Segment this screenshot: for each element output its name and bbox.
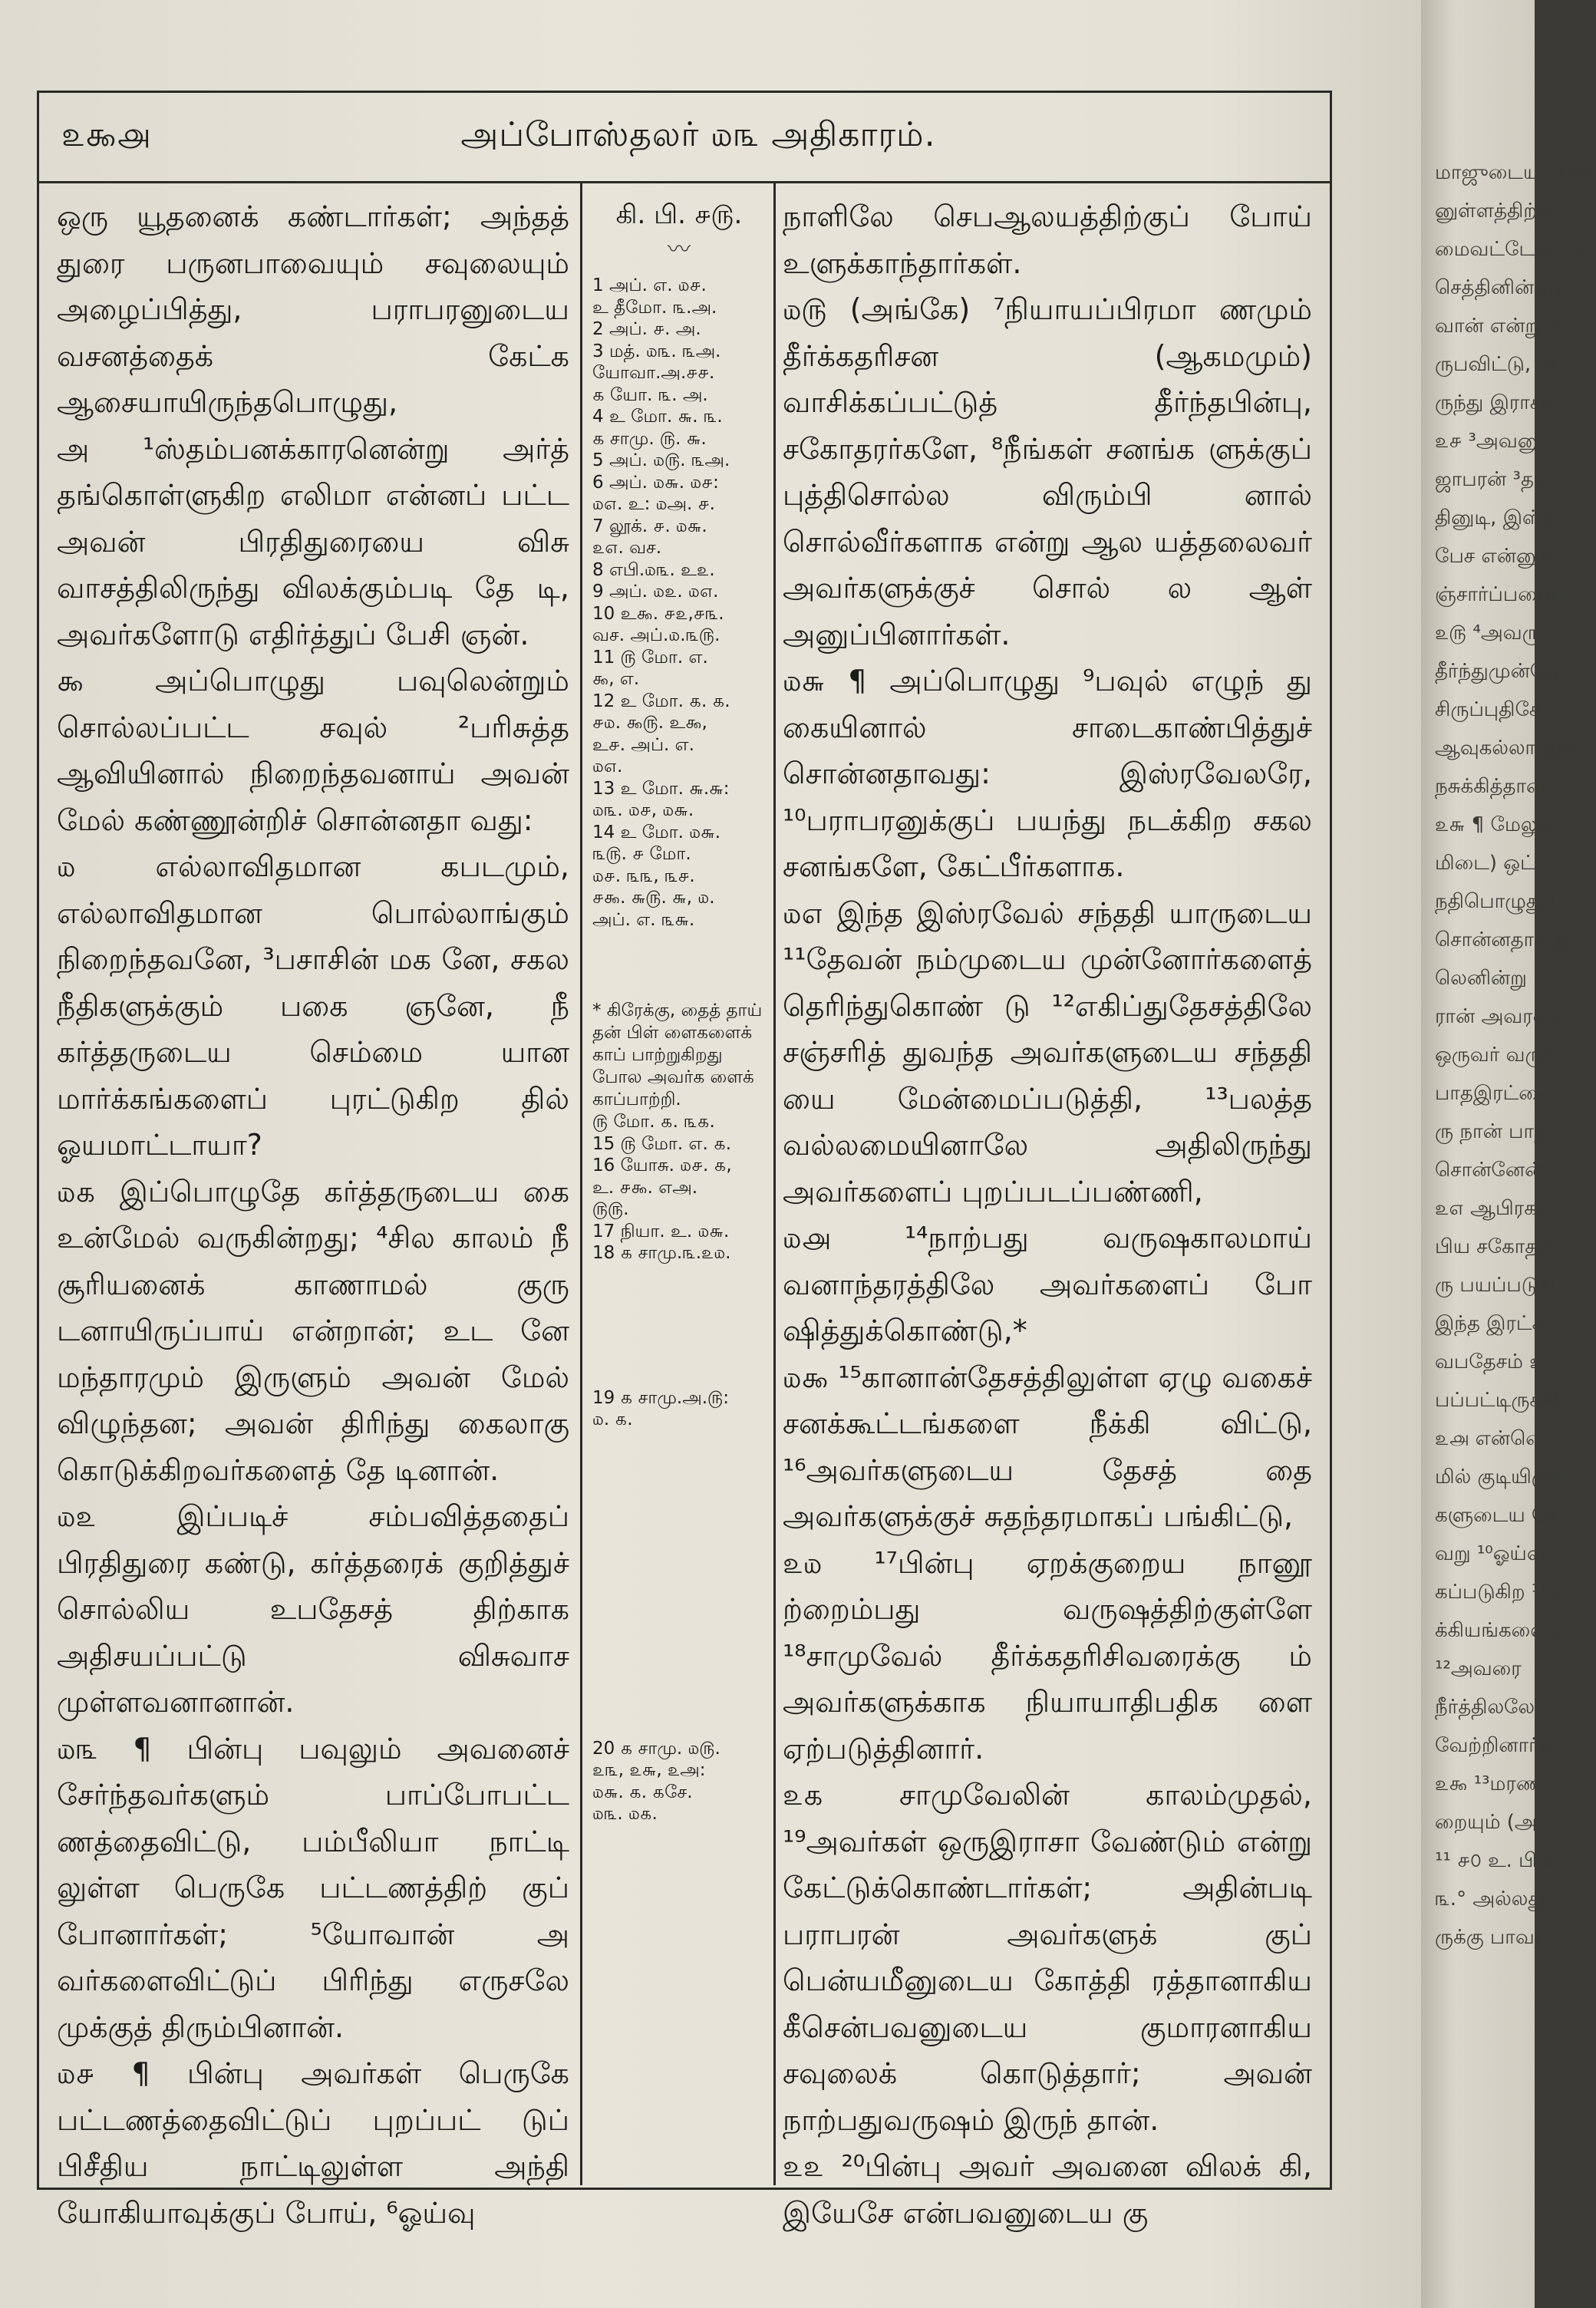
edge-line: ௨௫ ⁴அவரு [1435, 622, 1541, 645]
cross-reference: ௩௫. ௪ மோ. [592, 844, 691, 864]
cross-reference: உ௪. அப். எ. [592, 734, 694, 755]
cross-reference: ௰௩. ௰௧. [592, 1804, 658, 1824]
verse-paragraph: ௰௨ இப்படிச் சம்பவித்ததைப் பிரதிதுரை கண்டு, கர்த்தரைக் குறித்துச் சொல்லிய உபதேசத் திற்காக அதிசயப்பட்டு விசுவாச முள்ளவனானான். [57, 1499, 569, 1719]
right-text-column [783, 193, 1312, 2236]
cross-reference: 1 அப். எ. ௰௪. [592, 275, 707, 295]
cross-reference: 6 அப். ௰௬. ௰௪: [592, 472, 719, 493]
reference-list [592, 1111, 766, 1264]
edge-line: தினுடி, இஸ்ர [1435, 506, 1555, 529]
cross-reference: உ. ௪௯. எஅ. [592, 1177, 698, 1198]
cross-reference: 7 லூக். ௪. ௰௬. [592, 516, 707, 536]
cross-reference: ௰௭. [592, 757, 623, 776]
edge-line: ௨௮ என்னெ [1435, 1427, 1545, 1450]
cross-reference: 2 அப். ௪. அ. [592, 319, 701, 339]
page-number: ௨௯௮ [61, 115, 150, 154]
edge-line: ருபவிட்டு, ²௧ [1435, 353, 1559, 376]
year-heading: கி. பி. ௪௫. [615, 199, 743, 230]
edge-line: ஆவுகல்லா இல [1435, 737, 1578, 760]
cross-reference: ௨௭. வச. [592, 538, 662, 558]
column-rule-left [580, 183, 582, 2185]
cross-reference: 15 ௫ மோ. எ. ௧. [592, 1133, 732, 1154]
verse-paragraph: ௨௨ ²⁰பின்பு அவர் அவனை விலக் கி, இயேசே என்பவனுடைய கு [783, 2149, 1312, 2230]
edge-line: சிருப்புதிகேற் [1435, 698, 1556, 721]
cross-reference: ௰௬. ௧. ௧சே. [592, 1782, 693, 1802]
cross-reference: ௰௪. ௩௩, ௩௪. [592, 866, 695, 886]
verse-paragraph: நாளிலே செபஆலயத்திற்குப் போய் உளுக்காந்தார்கள். [783, 199, 1312, 280]
edge-line: ருக்கு பாவா [1435, 1926, 1545, 1949]
edge-line: நசுக்கித்தான். [1435, 775, 1552, 798]
cross-reference: யோவா.அ.௪௪. [592, 363, 715, 383]
verse-paragraph: ௯ அப்பொழுது பவுலென்றும் சொல்லப்பட்ட சவுல் ²பரிசுத்த ஆவியினால் நிறைந்தவனாய் அவன் மேல் கண்ணூன்றிச் சொன்னதா வது: [57, 664, 569, 837]
reference-list [592, 275, 766, 931]
verse-paragraph: ௰௯ ¹⁵கானான்தேசத்திலுள்ள ஏழு வகைச் சனக்கூட்டங்களை நீக்கி விட்டு, ¹⁶அவர்களுடைய தேசத் தை அவர்களுக்குச் சுதந்தரமாகப் பங்கிட்டு, [783, 1360, 1312, 1533]
edge-line: ¹²அவரை [1435, 1657, 1522, 1680]
edge-line: ருந்து இராசா [1435, 391, 1551, 414]
cross-reference: அப். எ. ௩௬. [592, 909, 695, 930]
cross-reference: ௫௫. [592, 1199, 629, 1219]
edge-line: நீர்த்திலலே [1435, 1696, 1535, 1719]
edge-line: ஞ்சார்ப்பனை [1435, 583, 1557, 606]
edge-line: மைவட்டேன், அ [1435, 238, 1589, 261]
reference-list [592, 1738, 766, 1825]
edge-line: வபதேசம் உ [1435, 1350, 1548, 1373]
cross-reference: 10 உ௯. ௪௨,௪௩. [592, 603, 724, 624]
reference-list [592, 1387, 766, 1431]
edge-line: வான் என்று ச [1435, 315, 1559, 338]
edge-line: ஒருவர் வருகி [1435, 1044, 1560, 1067]
edge-line: சொன்னேன். [1435, 1159, 1551, 1182]
cross-reference: ௰. ௧. [592, 1410, 633, 1429]
left-text-column [57, 193, 569, 2236]
cross-reference: 5 அப். ௰௫. ௩அ. [592, 450, 730, 470]
column-rule-right [773, 183, 776, 2185]
cross-reference: 17 நியா. உ. ௰௬. [592, 1221, 730, 1241]
verse-paragraph: ௰௭ இந்த இஸ்ரவேல் சந்ததி யாருடைய ¹¹தேவன் நம்முடைய முன்னோர்களைத் தெரிந்துகொண் டு ¹²எகிப்துதேசத்திலே சஞ்சரித் துவந்த அவர்களுடைய சந்ததி யை மேன்மைப்படுத்தி, ¹³பலத்த வல்லமையினாலே அதிலிருந்து அவர்களைப் புறப்படப்பண்ணி, [783, 895, 1312, 1208]
cross-reference: 12 உ மோ. ௧. ௧. [592, 691, 730, 711]
cross-reference: ௯, எ. [592, 669, 640, 689]
edge-line: செத்தினின்படி [1435, 276, 1565, 299]
verse-paragraph: ௨௰ ¹⁷பின்பு ஏறக்குறைய நானூ ற்றைம்பது வருஷத்திற்குள்ளே ¹⁸சாமுவேல் தீர்க்கதரிசிவரைக்கு ம் அவர்களுக்காக நியாயாதிபதிக ளை ஏற்படுத்தினார். [783, 1545, 1312, 1766]
verse-paragraph: ௰௫ (அங்கே) ⁷நியாயப்பிரமா ணமும் தீர்க்கதரிசன (ஆகமமும்) வாசிக்கப்பட்டுத் தீர்ந்தபின்பு, சகோதரர்களே, ⁸நீங்கள் சனங்க ளுக்குப் புத்திசொல்ல விரும்பி னால் சொல்வீர்களாக என்று ஆல யத்தலைவர் அவர்களுக்குச் சொல் ல ஆள் அனுப்பினார்கள். [783, 292, 1312, 651]
edge-line: சொன்னதாவது [1435, 928, 1571, 951]
edge-line: கப்படுகிற ¹¹த [1435, 1581, 1561, 1604]
edge-line: களுடைய தே [1435, 1504, 1559, 1527]
cross-reference: ௪௯. ௬௫. ௬, ௰. [592, 888, 715, 908]
adjacent-page-edge [1421, 0, 1596, 2308]
edge-line: வறு ¹⁰ஓய்வு [1435, 1542, 1546, 1565]
cross-reference: ௧ சாமு. ௫. ௬. [592, 428, 707, 449]
cross-reference: ௪௰. ௯௫. உ௯, [592, 713, 707, 733]
edge-line: மிடை) ஒட்ட [1435, 852, 1552, 875]
edge-line: ௨௪ ³அவனு [1435, 430, 1541, 453]
edge-line: மாஜுடைய ¹தாள் [1435, 161, 1596, 184]
cross-reference: ௧ யோ. ௩. அ. [592, 384, 708, 405]
cross-reference: 14 உ மோ. ௰௬. [592, 822, 721, 842]
edge-line: பாதஇரட்சை [1435, 1082, 1549, 1105]
verse-paragraph: ௰௮ ¹⁴நாற்பது வருஷகாலமாய் வனாந்தரத்திலே அவர்களைப் போ ஷித்துக்கொண்டு,* [783, 1221, 1312, 1347]
verse-paragraph: அ ¹ஸ்தம்பனக்காரனென்று அர்த் தங்கொள்ளுகிற எலிமா என்னப் பட்ட அவன் பிரதிதுரையை விசு வாசத்திலிருந்து விலக்கும்படி தே டி, அவர்களோடு எதிர்த்துப் பேசி ஞன். [57, 431, 569, 651]
cross-reference: ௫ மோ. ௧. ௩௧. [592, 1112, 715, 1132]
marginal-note: * கிரேக்கு, தைத் தாய் தன் பிள் ளைகளைக் காப் பாற்றுகிறது போல அவர்க ளைக் காப்பாற்றி. [592, 1001, 763, 1109]
edge-line: னுள்ளத்திற்கு [1435, 199, 1555, 223]
edge-line: ¹¹ ௪௦ உ. பி.௧. [1435, 1849, 1564, 1872]
edge-line: ௩.° அல்லது [1435, 1888, 1545, 1911]
edge-line: ௨௬ ¶ மேலும் [1435, 813, 1558, 836]
edge-line: பேச என்னுடை [1435, 545, 1575, 568]
edge-line: ரு நான் பாத் [1435, 1120, 1547, 1143]
verse-paragraph: ஒரு யூதனைக் கண்டார்கள்; அந்தத் துரை பருனபாவையும் சவுலையும் அழைப்பித்து, பராபரனுடைய வசனத்தைக் கேட்க ஆசையாயிருந்தபொழுது, [57, 199, 569, 419]
edge-line: பிய சகோதரர் [1435, 1235, 1559, 1258]
edge-line: பப்பட்டிருக்கி [1435, 1389, 1559, 1412]
cross-reference: உ தீமோ. ௩.அ. [592, 297, 717, 318]
cross-reference: 9 அப். ௰௨. ௰௭. [592, 582, 719, 602]
edge-line: ௨௯ ¹³மரண [1435, 1772, 1542, 1795]
cross-reference: ௰௩. ௰௪, ௰௬. [592, 800, 694, 820]
edge-line: தீர்ந்துமுன்னே [1435, 660, 1564, 683]
flourish-ornament: 〰 [668, 236, 691, 263]
verse-paragraph: ௰௬ ¶ அப்பொழுது ⁹பவுல் எழுந் து கையினால் சாடைகாண்பித்துச் சொன்னதாவது: இஸ்ரவேலரே, ¹⁰பராபரனுக்குப் பயந்து நடக்கிற சகல சனங்களே, கேட்பீர்களாக. [783, 664, 1312, 883]
cross-reference: 11 ௫ மோ. எ. [592, 647, 708, 668]
cross-reference-column [592, 193, 766, 1825]
edge-line: ரு பயப்படுகி [1435, 1274, 1556, 1297]
verse-paragraph: ௨௧ சாமுவேலின் காலம்முதல், ¹⁹அவர்கள் ஒருஇராசா வேண்டும் என்று கேட்டுக்கொண்டார்கள்; அதின்படி பராபரன் அவர்களுக் குப் பென்யமீனுடைய கோத்தி ரத்தானாகிய கீசென்பவனுடைய குமாரனாகிய சவுலைக் கொடுத்தார்; அவன் நாற்பதுவருஷம் இருந் தான். [783, 1778, 1312, 2137]
edge-line: ௨௭ ஆபிரகா [1435, 1197, 1548, 1220]
cross-reference: வச. அப்.௰.௩௫. [592, 625, 721, 645]
edge-line: க்கியங்களையா [1435, 1619, 1576, 1642]
adjacent-page-text [1421, 0, 1596, 1957]
cross-reference: 20 ௧ சாமு. ௰௫. [592, 1738, 721, 1759]
edge-line: வேற்றினார்க [1435, 1734, 1552, 1757]
edge-line: ஜாபரன் ³தம [1435, 468, 1550, 491]
edge-line: நதிபொழுது ( [1435, 890, 1558, 913]
edge-line: ரான் அவரல்ல [1435, 1005, 1566, 1028]
cross-reference: 3 மத். ௰௩. ௩அ. [592, 341, 721, 361]
verse-paragraph: ௰௪ ¶ பின்பு அவர்கள் பெருகே பட்டணத்தைவிட்டுப் புறப்பட் டுப் பிசீதிய நாட்டிலுள்ள அந்தி யோகியாவுக்குப் போய், ⁶ஓய்வு [57, 2056, 569, 2230]
edge-line: லெனின்று [1435, 967, 1527, 990]
header-rule [37, 181, 1332, 183]
edge-line: மில் குடியிருக் [1435, 1466, 1563, 1489]
edge-line: றையும் (அ [1435, 1811, 1537, 1834]
cross-reference: 19 ௧ சாமு.அ.௫: [592, 1387, 729, 1408]
verse-paragraph: ௰௩ ¶ பின்பு பவுலும் அவனைச் சேர்ந்தவர்களும் பாப்போபட்ட ணத்தைவிட்டு, பம்பீலியா நாட்டி லுள்ள பெருகே பட்டணத்திற் குப் போனார்கள்; ⁵யோவான் அ வர்களைவிட்டுப் பிரிந்து எருசலே முக்குத் திரும்பினான். [57, 1731, 569, 2044]
cross-reference: ௨௩, ௨௬, ௨அ: [592, 1760, 706, 1780]
cross-reference: 4 உ மோ. ௬. ௩. [592, 407, 723, 427]
cross-reference: 13 உ மோ. ௬.௬: [592, 778, 730, 799]
cross-reference: 16 யோசு. ௰௪. ௧, [592, 1156, 732, 1175]
verse-paragraph: ௰ எல்லாவிதமான கபடமும், எல்லாவிதமான பொல்லாங்கும் நிறைந்தவனே, ³பசாசின் மக னே, சகல நீதிகளுக்கும் பகை ஞனே, நீ கர்த்தருடைய செம்மை யான மார்க்கங்களைப் புரட்டுகிற தில் ஓயமாட்டாயா? [57, 849, 569, 1162]
verse-paragraph: ௰௧ இப்பொழுதே கர்த்தருடைய கை உன்மேல் வருகின்றது; ⁴சில காலம் நீ சூரியனைக் காணாமல் குரு டனாயிருப்பாய் என்றான்; உட னே மந்தாரமும் இருளும் அவன் மேல் விழுந்தன; அவன் திரிந்து கைலாகு கொடுக்கிறவர்களைத் தே டினான். [57, 1174, 569, 1487]
cross-reference: 18 ௧ சாமு.௩.௨௰. [592, 1243, 731, 1263]
cross-reference: 8 எபி.௰௩. உ௨. [592, 559, 715, 580]
cross-reference: ௰௭. உ: ௰அ. ௪. [592, 494, 715, 514]
running-title: அப்போஸ்தலர் ௰௩ அதிகாரம். [460, 115, 936, 154]
edge-line: இந்த இரட்சி [1435, 1312, 1548, 1335]
